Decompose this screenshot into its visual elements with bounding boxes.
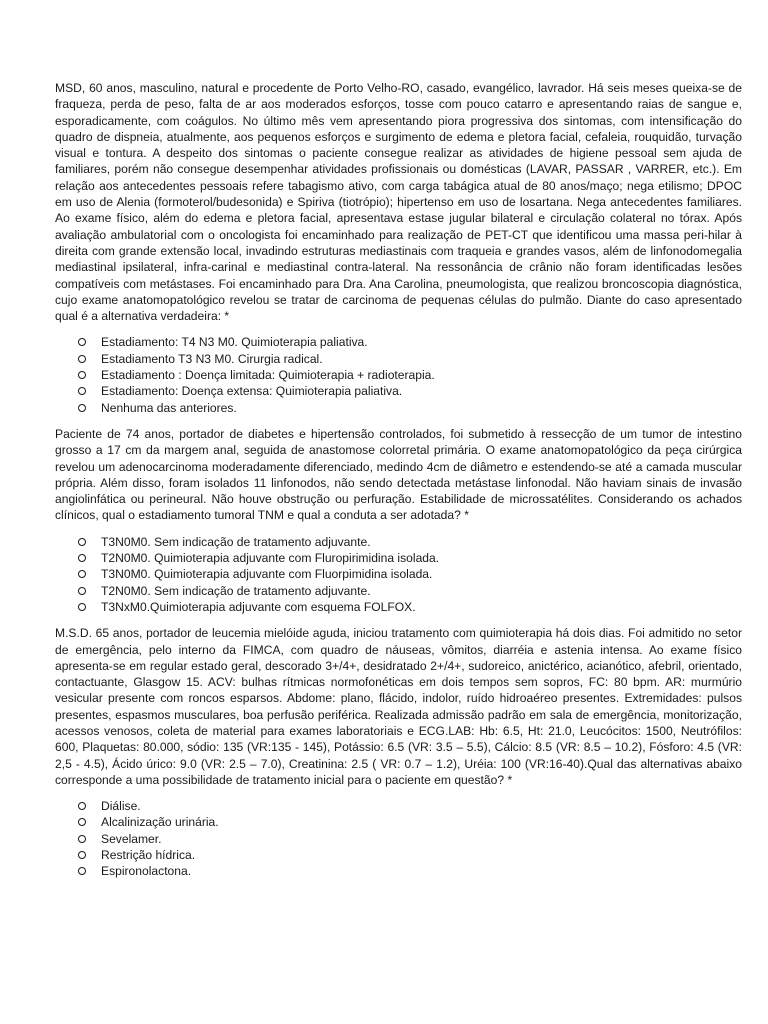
radio-circle-icon[interactable]: [78, 554, 86, 562]
radio-circle-icon[interactable]: [78, 851, 86, 859]
question-text: MSD, 60 anos, masculino, natural e procedente de Porto Velho-RO, casado, evangélico, lavrador. Há seis meses queixa-se de fraqueza, perda de peso, falta de ar aos moderados esforços, tosse com pouco catarro e apresentando raias de sangue e, esporadicamente, com coágulos. No último mês vem apresentando piora progressiva dos sintomas, com intensificação do quadro de dispneia, atualmente, aos pequenos esforços e surgimento de edema e pletora facial, cefaleia, rouquidão, turvação visual e tontura. A despeito dos sintomas o paciente consegue realizar as atividades de higiene pessoal sem ajuda de familiares, porém não consegue desempenhar atividades profissionais ou domésticas (LAVAR, PASSAR , VARRER, etc.). Em relação aos antecedentes pessoais refere tabagismo ativo, com carga tabágica atual de 80 anos/maço; nega etilismo; DPOC em uso de Alenia (formoterol/budesonida) e Spiriva (tiotrópio); hipertenso em uso de losartana. Nega antecedentes familiares. Ao exame físico, além do edema e pletora facial, apresentava estase jugular bilateral e circulação colateral no tórax. Após avaliação ambulatorial com o oncologista foi encaminhado para realização de PET-CT que identificou uma massa peri-hilar à direita com grande extensão local, invadindo estruturas mediastinais com traqueia e grandes vasos, além de linfonodomegalia mediastinal ipsilateral, infra-carinal e mediastinal contra-lateral. Na ressonância de crânio não foram identificadas lesões compatíveis com metástases. Foi encaminhado para Dra. Ana Carolina, pneumologista, que realizou broncoscopia diagnóstica, cujo exame anatomopatológico revelou se tratar de carcinoma de pequenas células do pulmão. Diante do caso apresentado qual é a alternativa verdadeira: *: [55, 81, 742, 324]
option-list: [55, 534, 742, 615]
option-item[interactable]: [55, 798, 742, 814]
option-label: Nenhuma das anteriores.: [101, 400, 237, 415]
option-label: Restrição hídrica.: [101, 848, 196, 863]
option-label: Alcalinização urinária.: [101, 815, 219, 830]
option-item[interactable]: [55, 351, 742, 367]
radio-circle-icon[interactable]: [78, 570, 86, 578]
option-item[interactable]: [55, 863, 742, 879]
option-label: Estadiamento: Doença extensa: Quimioterapia paliativa.: [101, 384, 403, 399]
radio-circle-icon[interactable]: [78, 802, 86, 810]
radio-circle-icon[interactable]: [78, 603, 86, 611]
option-item[interactable]: [55, 550, 742, 566]
option-label: T3N0M0. Quimioterapia adjuvante com Fluorpimidina isolada.: [101, 567, 433, 582]
radio-circle-icon[interactable]: [78, 355, 86, 363]
option-item[interactable]: [55, 831, 742, 847]
question-3: [55, 625, 742, 879]
option-list: [55, 334, 742, 415]
question-1: [55, 80, 742, 416]
option-label: Estadiamento: T4 N3 M0. Quimioterapia paliativa.: [101, 335, 368, 350]
option-item[interactable]: [55, 367, 742, 383]
question-text: M.S.D. 65 anos, portador de leucemia mielóide aguda, iniciou tratamento com quimioterapia há dois dias. Foi admitido no setor de emergência, pelo interno da FIMCA, com quadro de náuseas, vômitos, diarréia e astenia intensa. Ao exame físico apresenta-se em regular estado geral, descorado 3+/4+, desidratado 2+/4+, sudoreico, anictérico, acianótico, afebril, orientado, contactuante, Glasgow 15. ACV: bulhas rítmicas normofonéticas em dois tempos sem sopros, FC: 80 bpm. AR: murmúrio vesicular presente com roncos esparsos. Abdome: plano, flácido, indolor, ruído hidroaéreo presentes. Extremidades: pulsos presentes, espasmos musculares, boa perfusão periférica. Realizada admissão padrão em sala de emergência, monitorização, acessos venosos, coleta de material para exames laboratoriais e ECG.LAB: Hb: 6.5, Ht: 21.0, Leucócitos: 1500, Neutrófilos: 600, Plaquetas: 80.000, sódio: 135 (VR:135 - 145), Potássio: 6.5 (VR: 3.5 – 5.5), Cálcio: 8.5 (VR: 8.5 – 10.2), Fósforo: 4.5 (VR: 2,5 - 4.5), Ácido úrico: 9.0 (VR: 2.5 – 7.0), Creatinina: 2.5 ( VR: 0.7 – 1.2), Uréia: 100 (VR:16-40).Qual das alternativas abaixo corresponde a uma possibilidade de tratamento inicial para o paciente em questão? *: [55, 626, 742, 787]
option-item[interactable]: [55, 847, 742, 863]
question-2: [55, 426, 742, 615]
radio-circle-icon[interactable]: [78, 404, 86, 412]
option-list: [55, 798, 742, 879]
option-item[interactable]: [55, 814, 742, 830]
option-item[interactable]: [55, 583, 742, 599]
question-text: Paciente de 74 anos, portador de diabetes e hipertensão controlados, foi submetido à ressecção de um tumor de intestino grosso a 17 cm da margem anal, seguida de anastomose colorretal primária. O exame anatomopatológico da peça cirúrgica revelou um adenocarcinoma moderadamente diferenciado, medindo 4cm de diâmetro e estendendo-se até a camada muscular própria. Além disso, foram isolados 11 linfonodos, não sendo detectada metástase linfonodal. Não haviam sinais de invasão angiolinfática ou perineural. Não houve obstrução ou perfuração. Estabilidade de microssatélites. Considerando os achados clínicos, qual o estadiamento tumoral TNM e qual a conduta a ser adotada? *: [55, 426, 742, 523]
option-label: Sevelamer.: [101, 831, 162, 846]
radio-circle-icon[interactable]: [78, 867, 86, 875]
radio-circle-icon[interactable]: [78, 371, 86, 379]
option-label: Estadiamento T3 N3 M0. Cirurgia radical.: [101, 351, 323, 366]
option-label: Espironolactona.: [101, 864, 192, 879]
radio-circle-icon[interactable]: [78, 338, 86, 346]
document-page: [55, 80, 742, 890]
option-item[interactable]: [55, 599, 742, 615]
option-item[interactable]: [55, 534, 742, 550]
radio-circle-icon[interactable]: [78, 387, 86, 395]
option-item[interactable]: [55, 383, 742, 399]
option-label: T3N0M0. Sem indicação de tratamento adjuvante.: [101, 534, 371, 549]
radio-circle-icon[interactable]: [78, 538, 86, 546]
option-item[interactable]: [55, 566, 742, 582]
option-label: T2N0M0. Quimioterapia adjuvante com Fluropirimidina isolada.: [101, 551, 440, 566]
radio-circle-icon[interactable]: [78, 835, 86, 843]
option-label: Estadiamento : Doença limitada: Quimioterapia + radioterapia.: [101, 368, 435, 383]
option-label: T2N0M0. Sem indicação de tratamento adjuvante.: [101, 583, 371, 598]
radio-circle-icon[interactable]: [78, 587, 86, 595]
option-label: Diálise.: [101, 799, 141, 814]
option-label: T3NxM0.Quimioterapia adjuvante com esquema FOLFOX.: [101, 599, 416, 614]
radio-circle-icon[interactable]: [78, 818, 86, 826]
option-item[interactable]: [55, 400, 742, 416]
option-item[interactable]: [55, 334, 742, 350]
